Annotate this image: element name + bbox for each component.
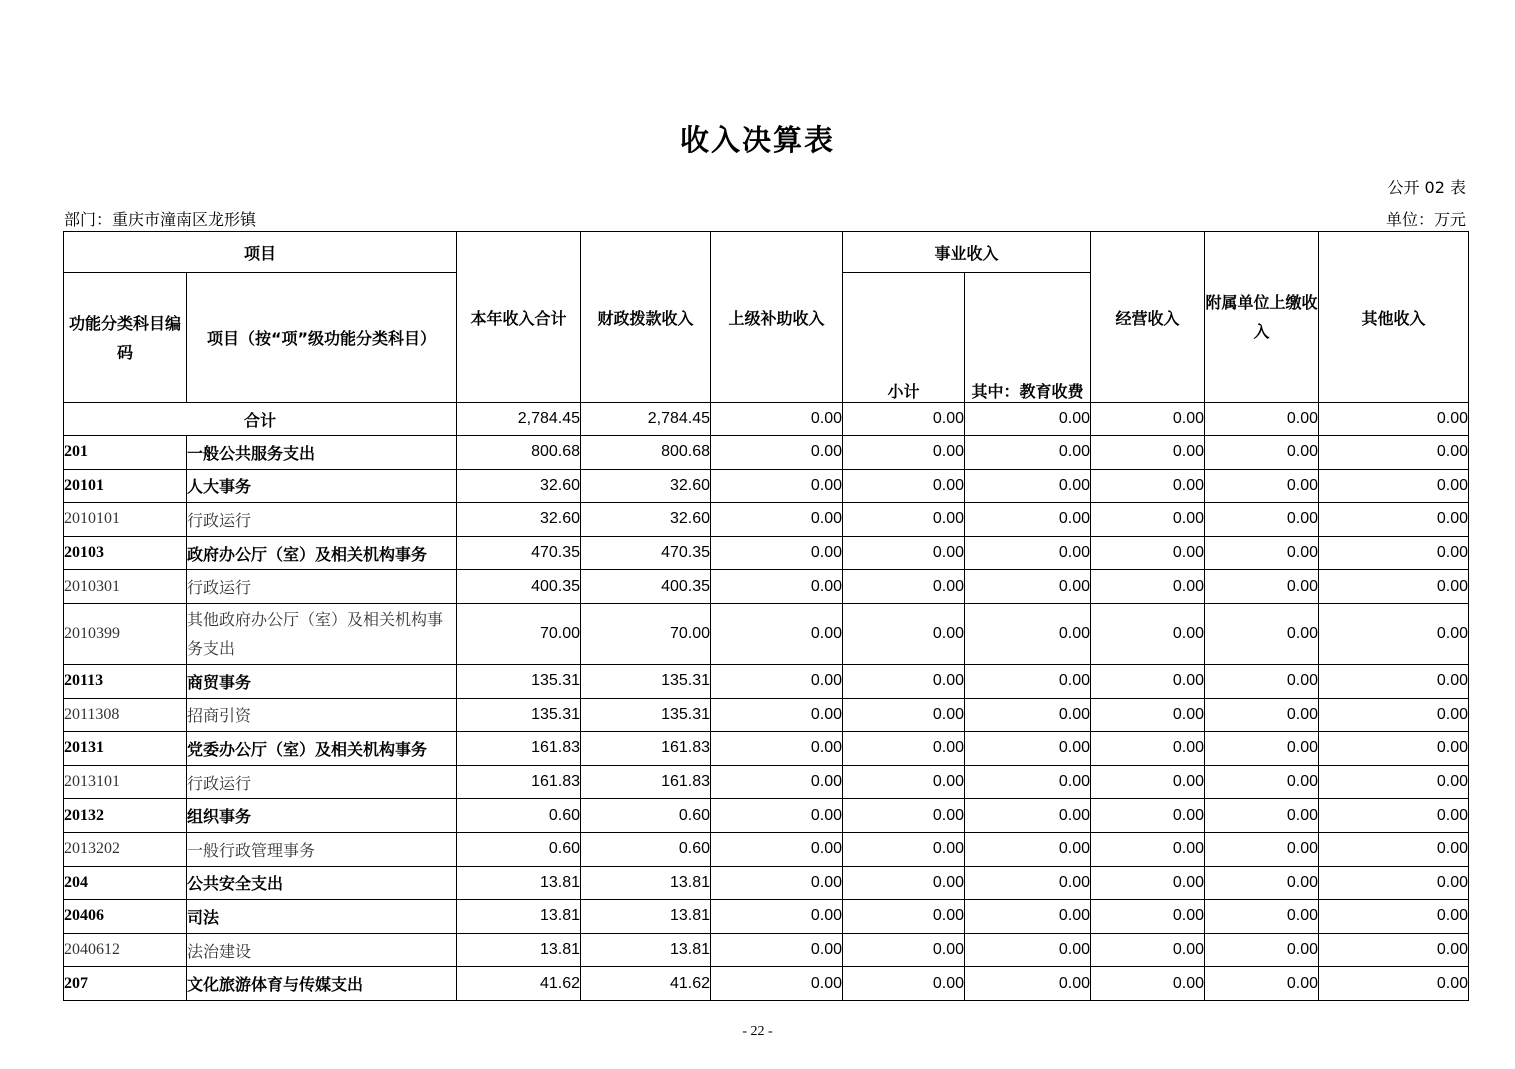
row-value: 0.00 (1205, 967, 1319, 1001)
row-value: 0.00 (711, 664, 843, 698)
row-value: 0.00 (1205, 732, 1319, 766)
row-value: 0.00 (965, 732, 1091, 766)
row-value: 135.31 (581, 664, 711, 698)
row-value: 0.00 (1319, 698, 1469, 732)
row-name: 人大事务 (187, 469, 457, 503)
row-code: 201 (64, 436, 187, 470)
row-value: 13.81 (457, 933, 581, 967)
row-value: 0.00 (965, 799, 1091, 833)
row-value: 0.00 (711, 469, 843, 503)
row-code: 2010399 (64, 603, 187, 664)
row-code: 2010301 (64, 570, 187, 604)
row-code: 2013202 (64, 832, 187, 866)
row-value: 0.00 (711, 732, 843, 766)
row-value: 0.00 (711, 698, 843, 732)
row-name: 法治建设 (187, 933, 457, 967)
row-name: 文化旅游体育与传媒支出 (187, 967, 457, 1001)
row-value: 0.00 (843, 765, 965, 799)
row-value: 13.81 (581, 866, 711, 900)
row-value: 0.60 (581, 832, 711, 866)
row-name: 一般行政管理事务 (187, 832, 457, 866)
row-value: 161.83 (581, 732, 711, 766)
row-value: 0.00 (1091, 799, 1205, 833)
row-value: 32.60 (457, 503, 581, 537)
row-value: 0.00 (711, 900, 843, 934)
row-value: 13.81 (581, 900, 711, 934)
row-value: 0.00 (1319, 603, 1469, 664)
table-row (64, 503, 1469, 537)
department-label: 部门：重庆市潼南区龙形镇 (64, 210, 257, 229)
table-row (64, 900, 1469, 934)
row-value: 0.00 (1205, 603, 1319, 664)
row-value: 0.00 (711, 933, 843, 967)
header-func-code: 功能分类科目编码 (64, 273, 187, 403)
row-value: 0.00 (843, 832, 965, 866)
row-value: 0.00 (1205, 832, 1319, 866)
row-name: 商贸事务 (187, 664, 457, 698)
row-value: 0.00 (843, 933, 965, 967)
row-code: 2010101 (64, 503, 187, 537)
total-cell: 0.00 (1091, 403, 1205, 436)
row-value: 0.00 (843, 664, 965, 698)
row-value: 0.00 (1205, 469, 1319, 503)
row-value: 0.00 (965, 900, 1091, 934)
row-value: 0.00 (965, 664, 1091, 698)
header-fiscal: 财政拨款收入 (581, 232, 711, 403)
row-value: 0.00 (711, 765, 843, 799)
table-row (64, 570, 1469, 604)
row-value: 161.83 (581, 765, 711, 799)
row-name: 招商引资 (187, 698, 457, 732)
header-project-name: 项目（按“项”级功能分类科目） (187, 273, 457, 403)
row-value: 0.00 (1091, 503, 1205, 537)
form-number: 公开 02 表 (1387, 178, 1466, 197)
row-value: 0.00 (1205, 933, 1319, 967)
row-value: 800.68 (457, 436, 581, 470)
row-code: 20131 (64, 732, 187, 766)
header-superior: 上级补助收入 (711, 232, 843, 403)
row-value: 0.00 (1091, 765, 1205, 799)
page-number: - 22 - (742, 1024, 773, 1039)
row-value: 0.00 (1205, 900, 1319, 934)
header-business: 事业收入 (843, 232, 1091, 273)
row-value: 0.00 (965, 765, 1091, 799)
row-value: 0.00 (711, 503, 843, 537)
table-row (64, 436, 1469, 470)
row-value: 0.00 (711, 967, 843, 1001)
row-value: 135.31 (457, 698, 581, 732)
row-name: 组织事务 (187, 799, 457, 833)
row-code: 207 (64, 967, 187, 1001)
table-row (64, 866, 1469, 900)
row-value: 0.00 (965, 436, 1091, 470)
row-value: 0.00 (843, 967, 965, 1001)
row-value: 161.83 (457, 765, 581, 799)
row-name: 行政运行 (187, 765, 457, 799)
table-row (64, 698, 1469, 732)
row-value: 0.00 (1091, 536, 1205, 570)
row-value: 0.00 (1319, 933, 1469, 967)
table-row (64, 732, 1469, 766)
row-name: 行政运行 (187, 570, 457, 604)
row-value: 0.00 (1091, 570, 1205, 604)
row-name: 公共安全支出 (187, 866, 457, 900)
row-value: 0.00 (1319, 664, 1469, 698)
row-name: 一般公共服务支出 (187, 436, 457, 470)
row-name: 其他政府办公厅（室）及相关机构事务支出 (187, 603, 457, 664)
table-row (64, 967, 1469, 1001)
row-value: 0.00 (1319, 732, 1469, 766)
row-value: 0.00 (711, 832, 843, 866)
row-value: 0.00 (1319, 799, 1469, 833)
row-value: 0.00 (1091, 698, 1205, 732)
row-value: 70.00 (581, 603, 711, 664)
row-code: 20406 (64, 900, 187, 934)
total-label: 合计 (64, 403, 457, 436)
row-value: 0.00 (843, 900, 965, 934)
header-project: 项目 (64, 232, 457, 273)
header-education: 其中：教育收费 (965, 273, 1091, 403)
row-value: 0.00 (965, 536, 1091, 570)
table-row (64, 469, 1469, 503)
row-value: 0.00 (843, 698, 965, 732)
row-value: 41.62 (457, 967, 581, 1001)
row-value: 0.00 (843, 536, 965, 570)
row-value: 0.00 (1319, 900, 1469, 934)
row-name: 司法 (187, 900, 457, 934)
table-row (64, 765, 1469, 799)
table-row (64, 603, 1469, 664)
row-value: 0.00 (843, 866, 965, 900)
row-value: 0.00 (1091, 933, 1205, 967)
row-value: 400.35 (457, 570, 581, 604)
row-value: 0.00 (1205, 765, 1319, 799)
row-value: 0.00 (1091, 732, 1205, 766)
row-value: 13.81 (457, 900, 581, 934)
table-row (64, 536, 1469, 570)
row-value: 32.60 (581, 503, 711, 537)
row-value: 0.00 (843, 503, 965, 537)
row-value: 470.35 (457, 536, 581, 570)
row-value: 0.00 (1319, 469, 1469, 503)
row-value: 135.31 (457, 664, 581, 698)
row-value: 0.00 (965, 469, 1091, 503)
row-value: 0.00 (843, 570, 965, 604)
row-value: 0.00 (843, 603, 965, 664)
row-code: 20103 (64, 536, 187, 570)
row-value: 0.00 (1091, 866, 1205, 900)
total-cell: 0.00 (711, 403, 843, 436)
row-value: 470.35 (581, 536, 711, 570)
header-subtotal: 小计 (843, 273, 965, 403)
income-table (63, 231, 1469, 1001)
row-value: 0.00 (843, 799, 965, 833)
row-value: 0.00 (1319, 866, 1469, 900)
table-row (64, 933, 1469, 967)
row-value: 0.00 (711, 799, 843, 833)
row-value: 0.00 (711, 436, 843, 470)
row-value: 0.00 (1319, 765, 1469, 799)
row-value: 0.60 (457, 832, 581, 866)
row-value: 400.35 (581, 570, 711, 604)
row-value: 0.00 (843, 732, 965, 766)
row-code: 2040612 (64, 933, 187, 967)
row-value: 0.60 (457, 799, 581, 833)
row-value: 0.00 (965, 503, 1091, 537)
row-value: 32.60 (457, 469, 581, 503)
total-cell: 0.00 (1205, 403, 1319, 436)
row-value: 13.81 (581, 933, 711, 967)
row-value: 0.00 (711, 536, 843, 570)
row-code: 20132 (64, 799, 187, 833)
table-row (64, 664, 1469, 698)
row-value: 0.00 (1205, 570, 1319, 604)
row-value: 0.00 (965, 933, 1091, 967)
total-row (64, 403, 1469, 436)
row-value: 0.00 (1319, 967, 1469, 1001)
header-other: 其他收入 (1319, 232, 1469, 403)
row-value: 0.00 (843, 469, 965, 503)
row-value: 0.00 (1091, 967, 1205, 1001)
row-value: 70.00 (457, 603, 581, 664)
row-value: 0.00 (1091, 664, 1205, 698)
header-total-income: 本年收入合计 (457, 232, 581, 403)
row-name: 行政运行 (187, 503, 457, 537)
row-value: 0.00 (1319, 832, 1469, 866)
row-value: 0.00 (1205, 436, 1319, 470)
row-code: 204 (64, 866, 187, 900)
row-code: 2013101 (64, 765, 187, 799)
row-value: 0.00 (1319, 436, 1469, 470)
row-value: 0.00 (965, 967, 1091, 1001)
row-value: 0.00 (843, 436, 965, 470)
row-value: 0.00 (965, 570, 1091, 604)
row-value: 0.00 (1205, 664, 1319, 698)
table-row (64, 799, 1469, 833)
total-cell: 0.00 (843, 403, 965, 436)
unit-label: 单位：万元 (1385, 210, 1466, 229)
total-cell: 2,784.45 (457, 403, 581, 436)
row-value: 32.60 (581, 469, 711, 503)
row-value: 135.31 (581, 698, 711, 732)
row-value: 0.00 (711, 866, 843, 900)
row-code: 20113 (64, 664, 187, 698)
table-row (64, 832, 1469, 866)
row-code: 20101 (64, 469, 187, 503)
row-value: 0.00 (1091, 832, 1205, 866)
row-value: 0.00 (1205, 866, 1319, 900)
row-value: 13.81 (457, 866, 581, 900)
header-operating: 经营收入 (1091, 232, 1205, 403)
total-cell: 0.00 (1319, 403, 1469, 436)
row-value: 0.00 (1205, 503, 1319, 537)
total-cell: 2,784.45 (581, 403, 711, 436)
row-value: 41.62 (581, 967, 711, 1001)
row-value: 0.00 (965, 603, 1091, 664)
row-value: 0.00 (1205, 536, 1319, 570)
total-cell: 0.00 (965, 403, 1091, 436)
row-value: 0.60 (581, 799, 711, 833)
row-value: 0.00 (711, 570, 843, 604)
row-value: 0.00 (965, 866, 1091, 900)
row-value: 0.00 (965, 698, 1091, 732)
row-value: 0.00 (1205, 799, 1319, 833)
row-code: 2011308 (64, 698, 187, 732)
row-value: 800.68 (581, 436, 711, 470)
row-value: 0.00 (1319, 503, 1469, 537)
row-value: 0.00 (965, 832, 1091, 866)
row-value: 0.00 (1091, 603, 1205, 664)
row-name: 党委办公厅（室）及相关机构事务 (187, 732, 457, 766)
header-affiliated: 附属单位上缴收入 (1205, 232, 1319, 403)
row-value: 0.00 (1091, 469, 1205, 503)
row-value: 161.83 (457, 732, 581, 766)
page-title: 收入决算表 (679, 123, 835, 157)
row-value: 0.00 (1091, 900, 1205, 934)
row-value: 0.00 (1319, 570, 1469, 604)
row-value: 0.00 (1091, 436, 1205, 470)
row-value: 0.00 (1319, 536, 1469, 570)
row-name: 政府办公厅（室）及相关机构事务 (187, 536, 457, 570)
row-value: 0.00 (1205, 698, 1319, 732)
row-value: 0.00 (711, 603, 843, 664)
